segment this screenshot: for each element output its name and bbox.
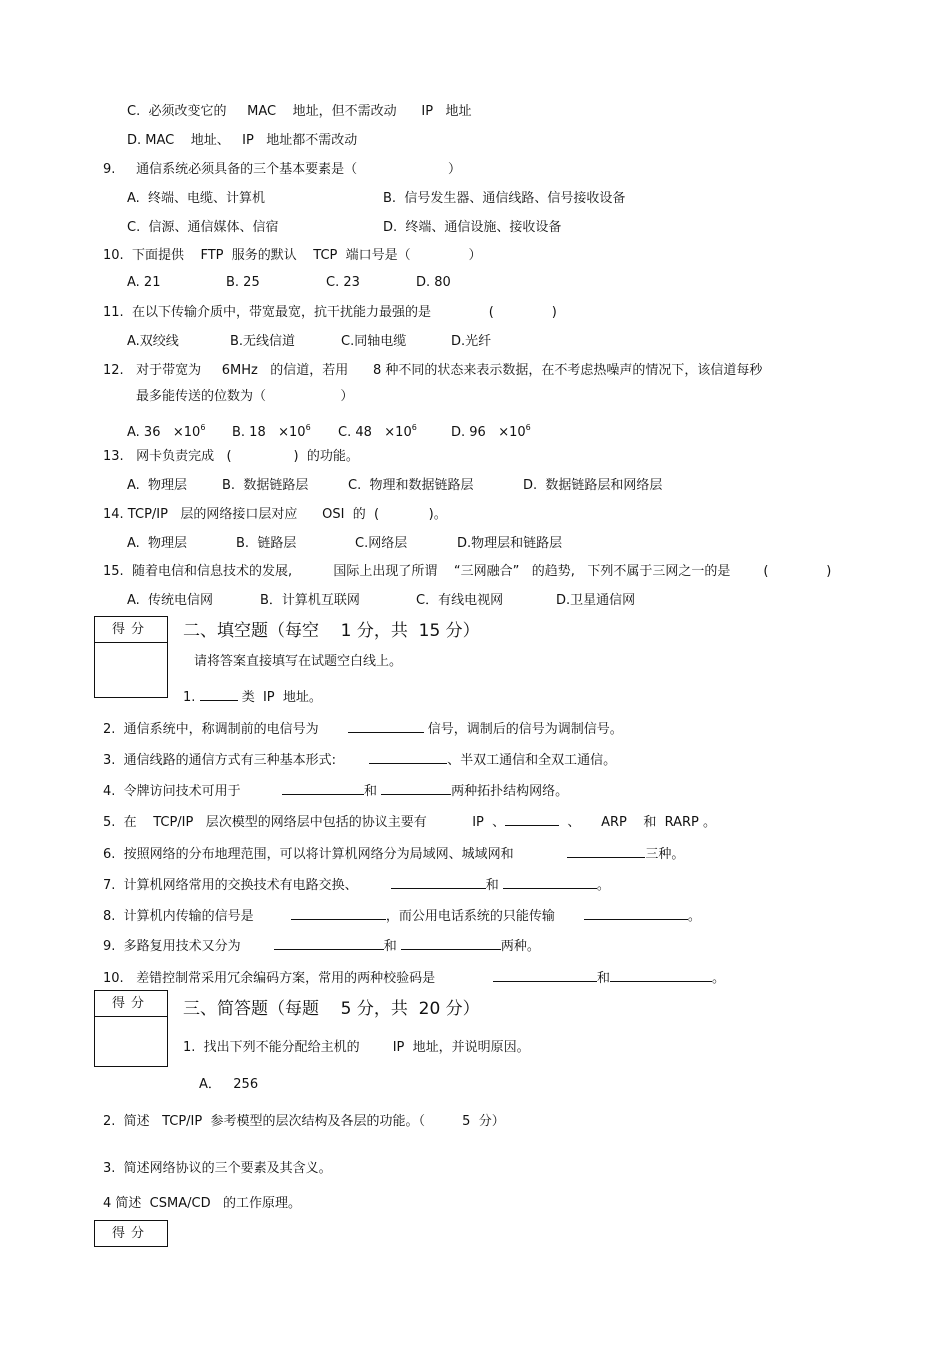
- q9-stem: 9. 通信系统必须具备的三个基本要素是（ ）: [103, 162, 461, 177]
- q8-option-d: D. MAC 地址、 IP 地址都不需改动: [127, 133, 358, 148]
- fill-q6: 6. 按照网络的分布地理范围，可以将计算机网络分为局域网、城域网和 三种。: [103, 843, 684, 864]
- score-box-label: 得分: [95, 617, 167, 643]
- answer-blank[interactable]: [348, 718, 424, 733]
- q13-stem: 13. 网卡负责完成 ( ) 的功能。: [103, 449, 359, 464]
- q14-stem: 14. TCP/IP 层的网络接口层对应 OSI 的 ( )。: [103, 507, 447, 522]
- q15-stem: 15. 随着电信和信息技术的发展, 国际上出现了所谓 “三网融合” 的趋势, 下列不属于三网之一的是 ( ): [103, 564, 832, 579]
- fill-q5: 5. 在 TCP/IP 层次模型的网络层中包括的协议主要有 IP 、 、 ARP 和 RARP 。: [103, 811, 716, 832]
- q14-option-d: D.物理层和链路层: [457, 536, 563, 551]
- q10-stem: 10. 下面提供 FTP 服务的默认 TCP 端口号是（ ）: [103, 248, 482, 263]
- answer-blank[interactable]: [610, 967, 712, 982]
- answer-blank[interactable]: [503, 874, 597, 889]
- section3-title: 三、简答题（每题 5 分，共 20 分）: [183, 999, 480, 1019]
- score-box-label: 得分: [95, 991, 167, 1017]
- q9-option-a: A. 终端、电缆、计算机: [127, 191, 266, 206]
- answer-blank[interactable]: [282, 780, 364, 795]
- q14-option-c: C.网络层: [355, 536, 408, 551]
- answer-blank[interactable]: [369, 749, 447, 764]
- q11-option-d: D.光纤: [451, 334, 492, 349]
- short-q1-item-a: A． 256: [199, 1077, 259, 1092]
- fill-q3: 3. 通信线路的通信方式有三种基本形式: 、半双工通信和全双工通信。: [103, 749, 616, 770]
- fill-q2: 2. 通信系统中，称调制前的电信号为 信号，调制后的信号为调制信号。: [103, 718, 623, 739]
- score-box-section3: [94, 990, 168, 1067]
- fill-q8: 8. 计算机内传输的信号是 ，而公用电话系统的只能传输 。: [103, 905, 701, 926]
- fill-q4: 4. 令牌访问技术可用于 和 两种拓扑结构网络。: [103, 780, 568, 801]
- answer-blank[interactable]: [274, 935, 384, 950]
- q13-option-d: D. 数据链路层和网络层: [523, 478, 663, 493]
- q13-option-a: A. 物理层: [127, 478, 188, 493]
- q9-option-d: D. 终端、通信设施、接收设备: [383, 220, 562, 235]
- q15-option-a: A. 传统电信网: [127, 593, 214, 608]
- q12-option-a: A. $36 \times 10^6$: [127, 423, 206, 440]
- answer-blank[interactable]: [584, 905, 688, 920]
- q12-option-b: B. $18 \times 10^6$: [232, 423, 311, 440]
- answer-blank[interactable]: [493, 967, 597, 982]
- short-q2: 2. 简述 TCP/IP 参考模型的层次结构及各层的功能。（ 5 分）: [103, 1114, 505, 1129]
- q13-option-b: B. 数据链路层: [222, 478, 309, 493]
- q15-option-d: D.卫星通信网: [556, 593, 636, 608]
- q12-stem-cont: 最多能传送的位数为（ ）: [136, 389, 354, 404]
- answer-blank[interactable]: [401, 935, 501, 950]
- fill-q7: 7. 计算机网络常用的交换技术有电路交换、 和 。: [103, 874, 610, 895]
- q15-option-b: B．计算机互联网: [260, 593, 360, 608]
- q14-option-b: B. 链路层: [236, 536, 297, 551]
- q10-option-b: B. 25: [226, 275, 260, 290]
- answer-blank[interactable]: [505, 811, 559, 826]
- fill-q10: 10. 差错控制常采用冗余编码方案，常用的两种校验码是 和 。: [103, 967, 725, 988]
- q15-option-c: C．有线电视网: [416, 593, 504, 608]
- q11-option-a: A.双绞线: [127, 334, 179, 349]
- section2-title: 二、填空题（每空 1 分，共 15 分）: [183, 621, 480, 641]
- q10-option-c: C. 23: [326, 275, 360, 290]
- answer-blank[interactable]: [567, 843, 645, 858]
- q11-option-b: B.无线信道: [230, 334, 296, 349]
- score-box-section4: [94, 1220, 168, 1247]
- q12-option-d: D. $96 \times 10^6$: [451, 423, 531, 440]
- q12-stem: 12. 对于带宽为 6MHz 的信道，若用 8 种不同的状态来表示数据，在不考虑热噪声的情况下，该信道每秒: [103, 363, 763, 378]
- fill-q1: 1. 类 IP 地址。: [183, 686, 322, 707]
- section2-instructions: 请将答案直接填写在试题空白线上。: [194, 654, 403, 669]
- q11-stem: 11. 在以下传输介质中，带宽最宽，抗干扰能力最强的是 ( ): [103, 305, 557, 320]
- short-q3: 3. 简述网络协议的三个要素及其含义。: [103, 1161, 332, 1176]
- score-box-label: 得分: [111, 1226, 150, 1241]
- q11-option-c: C.同轴电缆: [341, 334, 407, 349]
- q9-option-b: B. 信号发生器、通信线路、信号接收设备: [383, 191, 626, 206]
- answer-blank[interactable]: [291, 905, 386, 920]
- q14-option-a: A. 物理层: [127, 536, 188, 551]
- q12-option-c: C. $48 \times 10^6$: [338, 423, 417, 440]
- answer-blank[interactable]: [391, 874, 486, 889]
- q10-option-d: D. 80: [416, 275, 451, 290]
- answer-blank[interactable]: [200, 686, 238, 701]
- score-box-section2: [94, 616, 168, 698]
- q13-option-c: C. 物理和数据链路层: [348, 478, 474, 493]
- answer-blank[interactable]: [381, 780, 451, 795]
- q8-option-c: C. 必须改变它的 MAC 地址，但不需改动 IP 地址: [127, 104, 472, 119]
- short-q1: 1. 找出下列不能分配给主机的 IP 地址，并说明原因。: [183, 1040, 530, 1055]
- short-q4: 4 简述 CSMA/CD 的工作原理。: [103, 1196, 301, 1211]
- fill-q9: 9. 多路复用技术又分为 和 两种。: [103, 935, 540, 956]
- q10-option-a: A. 21: [127, 275, 161, 290]
- q9-option-c: C. 信源、通信媒体、信宿: [127, 220, 279, 235]
